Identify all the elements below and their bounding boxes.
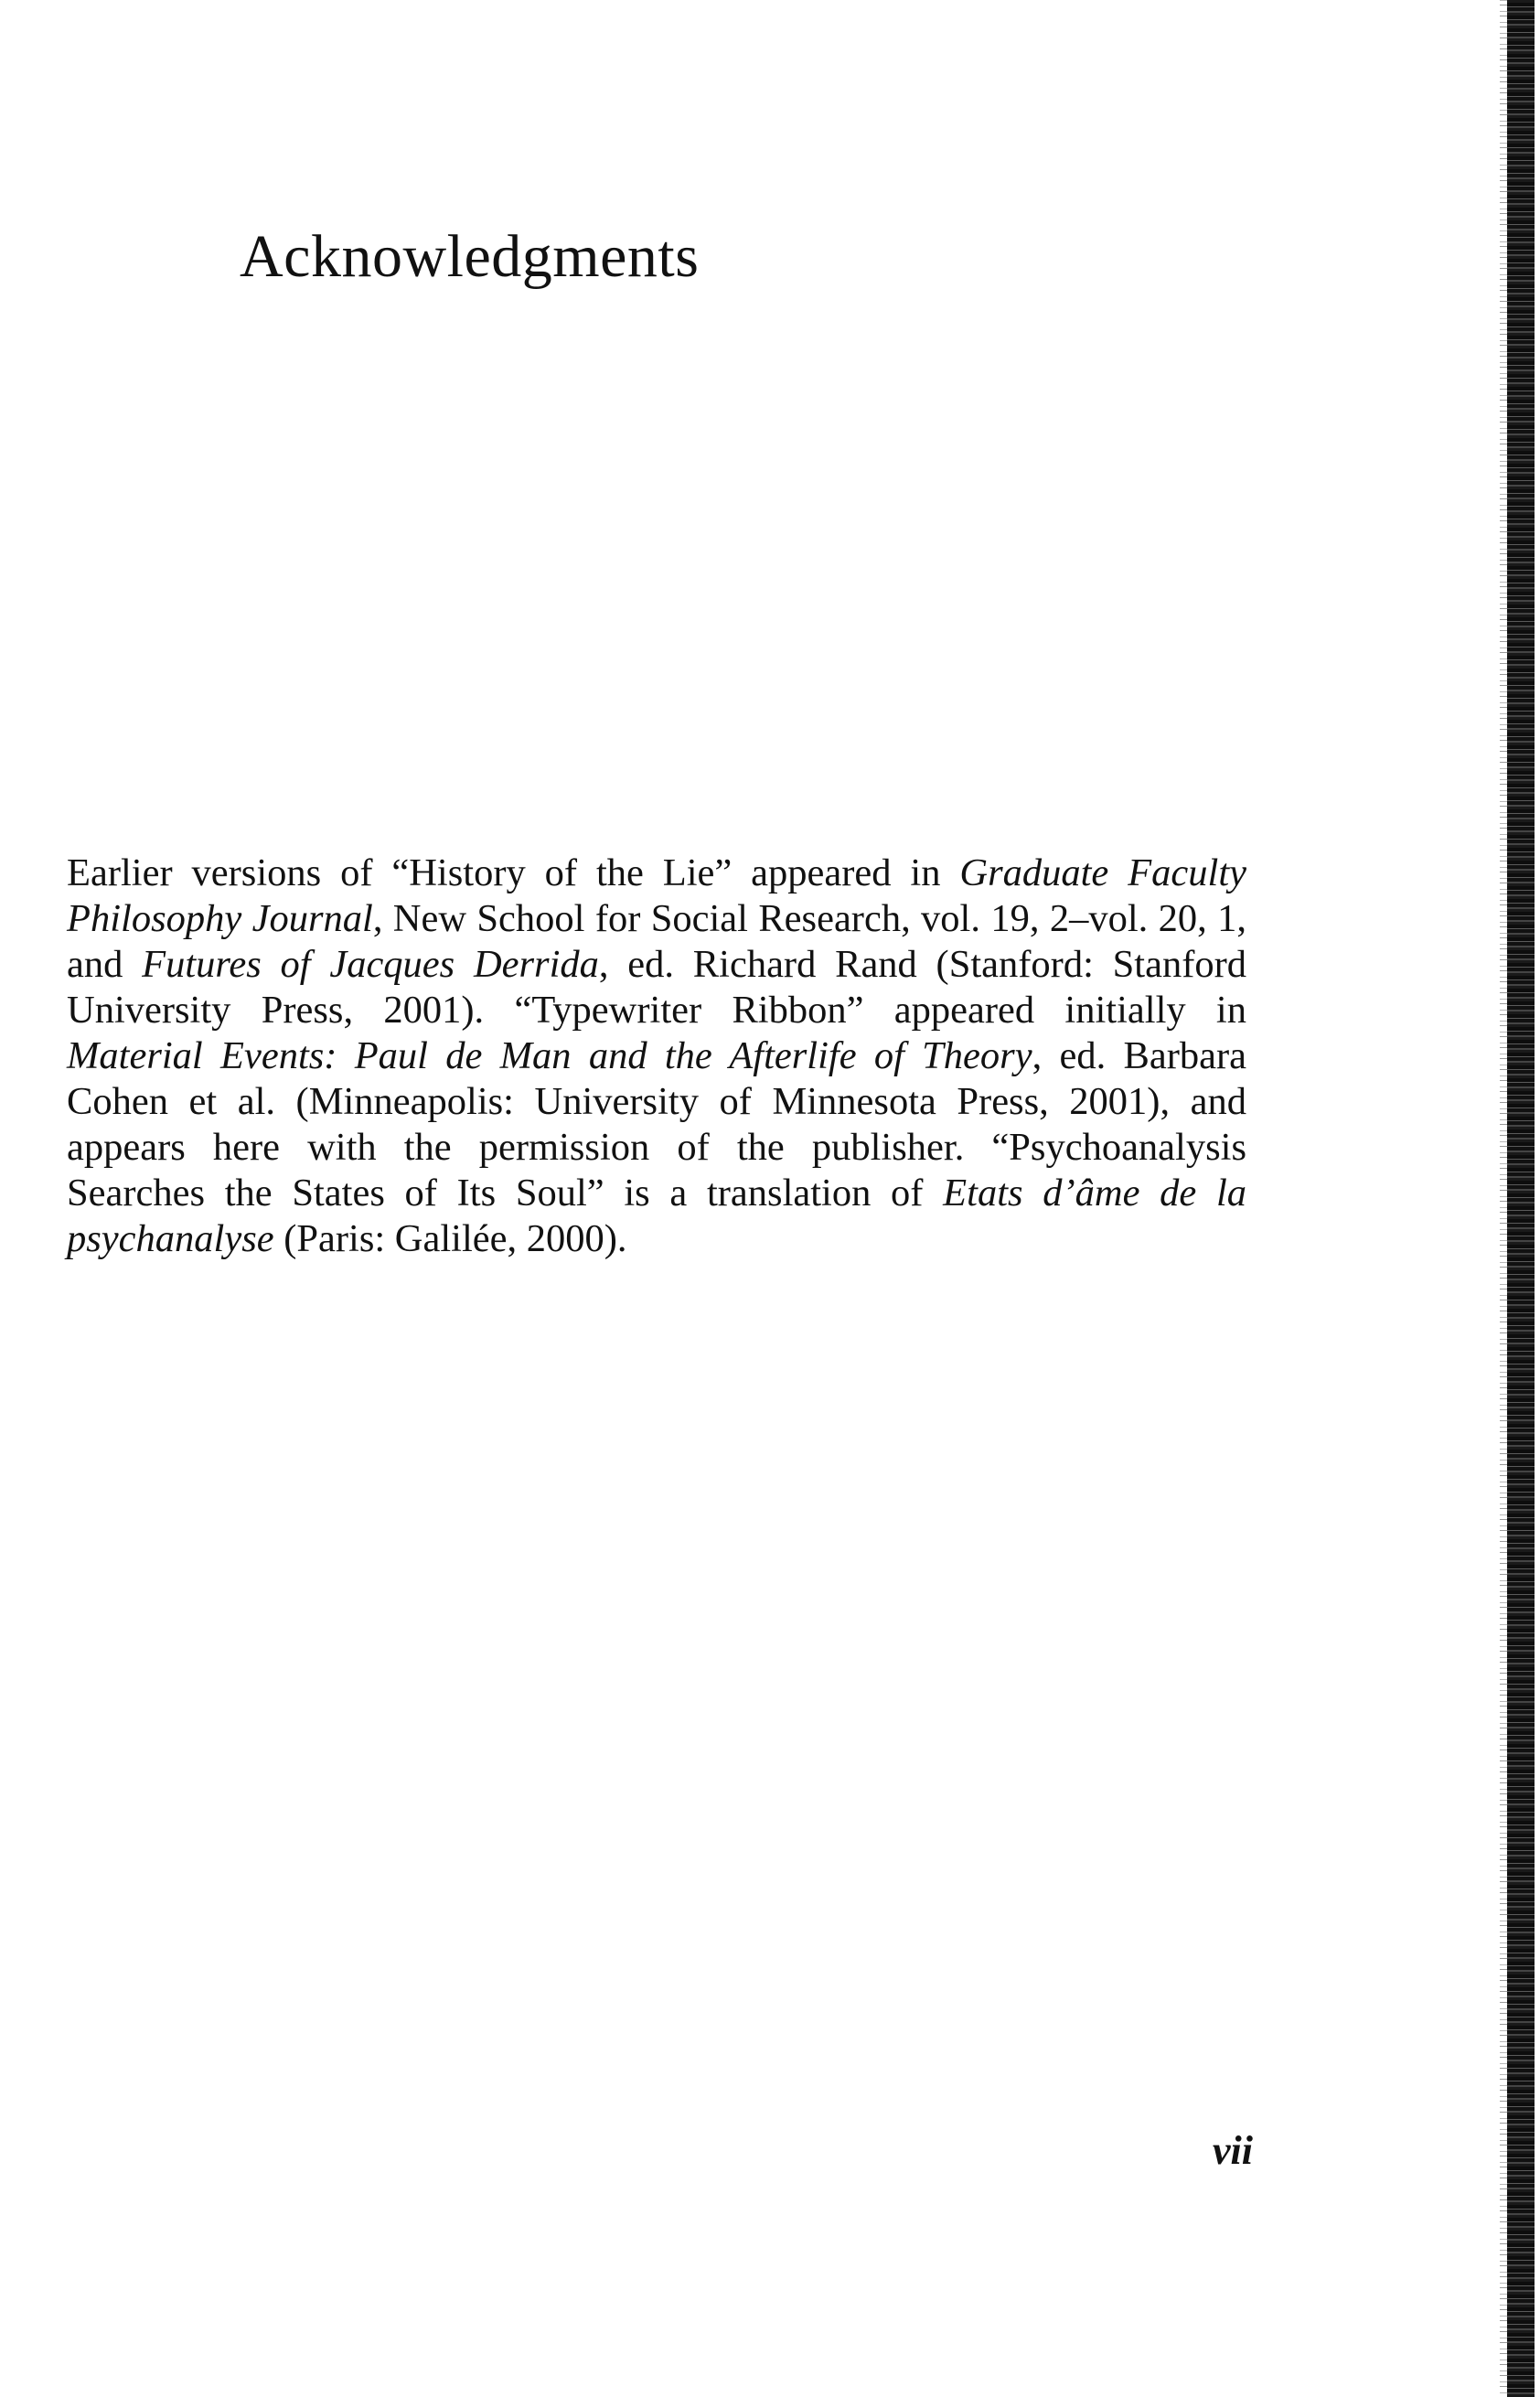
scan-binding-edge — [1507, 0, 1535, 2397]
acknowledgments-paragraph — [67, 851, 1246, 1262]
paragraph-run-italic: Material Events: Paul de Man and the Afterlife of Theory — [67, 1034, 1032, 1077]
page-number: vii — [1213, 2128, 1253, 2173]
scan-binding-shadow — [1500, 0, 1507, 2397]
paragraph-run: , New School for Social Research, vol. 19, 2–vol. 20, 1, and — [67, 897, 1246, 986]
paragraph-run: Earlier versions of “History of the Lie” appeared in — [67, 851, 960, 894]
paragraph-run-italic: Futures of Jacques Derrida — [142, 943, 599, 986]
paragraph-run: , ed. Barbara Cohen et al. (Minneapolis: University of Minnesota Press, 2001), and appears here with the permission of the publisher. “Psychoanalysis Searches the States of Its Soul” is a translation of — [67, 1034, 1246, 1215]
page-title: Acknowledgments — [240, 223, 700, 290]
paragraph-run: (Paris: Galilée, 2000). — [273, 1217, 627, 1260]
paragraph-run-italic: Etats d’âme de la psychanalyse — [67, 1172, 1247, 1260]
paragraph-run-italic: Graduate Faculty Philosophy Journal — [67, 851, 1246, 940]
paragraph-run: , ed. Richard Rand (Stanford: Stanford University Press, 2001). “Typewriter Ribbon” appeared initially in — [67, 943, 1247, 1032]
